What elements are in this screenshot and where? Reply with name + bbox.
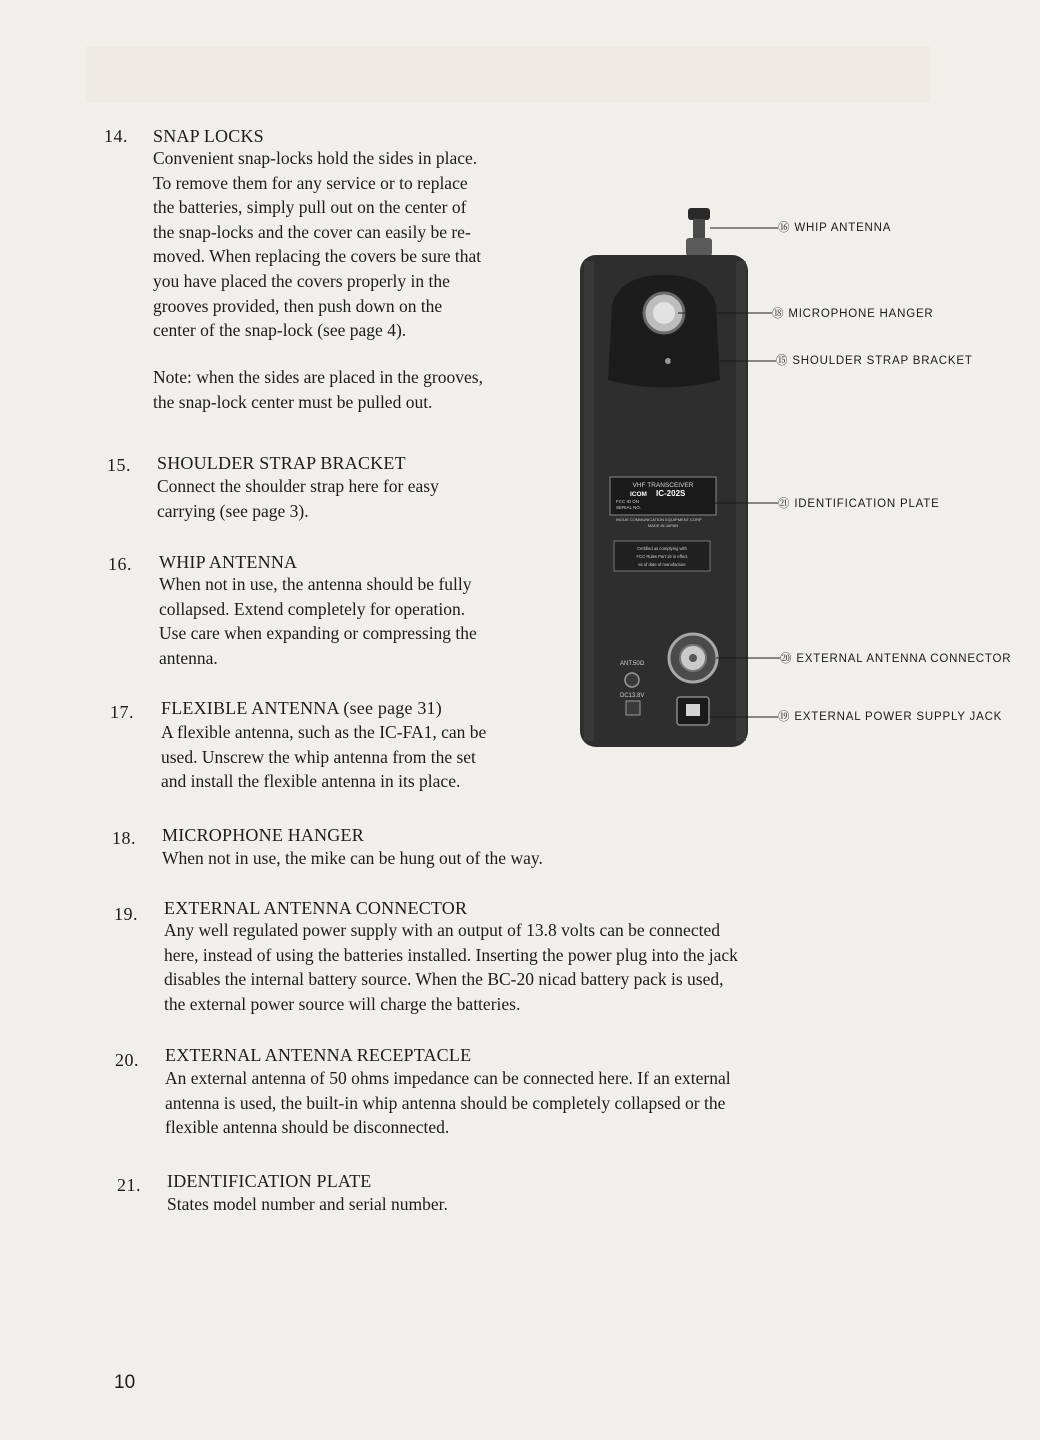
item-heading: SHOULDER STRAP BRACKET <box>157 453 406 473</box>
plate-maker: INOUE COMMUNICATION EQUIPMENT CORP <box>616 517 702 522</box>
item-heading: SNAP LOCKS <box>153 126 264 146</box>
callout-number: ⑳ <box>780 653 793 665</box>
body-line: carrying (see page 3). <box>157 500 309 521</box>
item-number: 20. <box>115 1050 139 1070</box>
plate-fcc: FCC ID ON <box>616 499 639 504</box>
item-number: 15. <box>107 455 131 475</box>
callout-number: ⑮ <box>776 355 789 367</box>
item-number: 14. <box>104 126 128 146</box>
body-line: center of the snap-lock (see page 4). <box>153 320 407 341</box>
item-body <box>162 846 642 871</box>
cert-line: Certified as complying with <box>637 546 687 551</box>
antenna-tip <box>688 208 710 220</box>
callout-whip-antenna <box>778 219 891 235</box>
body-line: Convenient snap-locks hold the sides in place. <box>153 148 478 168</box>
page-number: 10 <box>114 1372 136 1393</box>
callout-number: ⑯ <box>778 222 791 234</box>
item-body <box>164 918 870 1016</box>
antenna-shaft <box>693 219 705 239</box>
dc-panel-label: DC13.8V <box>620 693 645 699</box>
body-line: the snap-locks and the cover can easily be re- <box>153 221 471 242</box>
plate-serial: SERIAL NO. <box>616 505 642 510</box>
antenna-panel-label: ANT.50Ω <box>620 661 645 667</box>
transceiver-figure <box>560 205 1030 765</box>
item-note <box>153 365 557 414</box>
body-line: grooves provided, then push down on the <box>153 295 443 316</box>
callout-microphone-hanger <box>772 305 934 321</box>
body-line: and install the flexible antenna in its place. <box>161 771 461 792</box>
callout-text: SHOULDER STRAP BRACKET <box>792 355 973 367</box>
body-line: When not in use, the antenna should be fully <box>159 574 472 594</box>
body-line: Use care when expanding or compressing the <box>159 623 477 644</box>
cert-line: FCC Rules Part 15 in effect <box>636 554 688 559</box>
body-line: here, instead of using the batteries installed. Inserting the power plug into the jack <box>164 944 738 965</box>
body-line: Connect the shoulder strap here for easy <box>157 476 439 496</box>
callout-text: WHIP ANTENNA <box>794 222 892 234</box>
item-heading: MICROPHONE HANGER <box>162 825 364 845</box>
callout-text: EXTERNAL POWER SUPPLY JACK <box>794 711 1003 723</box>
item-body <box>157 474 561 523</box>
item-heading: IDENTIFICATION PLATE <box>167 1171 372 1191</box>
callout-shoulder-strap-bracket <box>776 352 973 368</box>
callout-identification-plate <box>778 495 940 511</box>
item-heading: EXTERNAL ANTENNA RECEPTACLE <box>165 1045 472 1065</box>
body-line: flexible antenna should be disconnected. <box>165 1117 450 1138</box>
item-heading: EXTERNAL ANTENNA CONNECTOR <box>164 898 468 918</box>
body-line: A flexible antenna, such as the IC-FA1, can be <box>161 722 487 742</box>
item-number: 21. <box>117 1175 141 1195</box>
ground-icon <box>625 673 639 687</box>
item-heading: FLEXIBLE ANTENNA (see page 31) <box>161 698 442 718</box>
callout-number: ⑱ <box>772 308 785 320</box>
body-line: An external antenna of 50 ohms impedance can be connected here. If an external <box>165 1068 731 1088</box>
callout-text: IDENTIFICATION PLATE <box>794 498 940 510</box>
item-body <box>167 1192 667 1217</box>
callout-number: ㉑ <box>778 498 791 510</box>
note-line: Note: when the sides are placed in the grooves, <box>153 367 483 387</box>
body-line: you have placed the covers properly in the <box>153 270 450 291</box>
plate-model: IC-202S <box>656 489 686 498</box>
callout-text: EXTERNAL ANTENNA CONNECTOR <box>796 653 1012 665</box>
item-body <box>161 720 565 794</box>
body-line: disables the internal battery source. When the BC-20 nicad battery pack is used, <box>164 969 724 990</box>
item-body <box>153 146 557 343</box>
antenna-base <box>686 238 712 256</box>
body-line: Any well regulated power supply with an output of 13.8 volts can be connected <box>164 920 720 940</box>
body-line: collapsed. Extend completely for operation. <box>159 598 466 619</box>
callout-text: MICROPHONE HANGER <box>788 308 934 320</box>
item-body <box>159 572 563 670</box>
body-line: antenna. <box>159 647 218 668</box>
dc-symbol-icon <box>626 701 640 715</box>
item-heading: WHIP ANTENNA <box>159 552 298 572</box>
item-number: 19. <box>114 904 138 924</box>
plate-title: VHF TRANSCEIVER <box>632 482 694 489</box>
body-line: When not in use, the mike can be hung out of the way. <box>162 848 543 868</box>
body-line: antenna is used, the built-in whip antenna should be completely collapsed or the <box>165 1092 726 1113</box>
item-number: 16. <box>108 554 132 574</box>
body-line: the external power source will charge the batteries. <box>164 993 521 1014</box>
callout-external-antenna-connector <box>780 650 1011 666</box>
callout-external-power-supply-jack <box>778 708 1002 724</box>
item-body <box>165 1066 871 1140</box>
faded-header-band <box>86 46 930 102</box>
body-line: To remove them for any service or to replace <box>153 172 468 193</box>
body-line: the batteries, simply pull out on the center of <box>153 197 467 218</box>
item-number: 17. <box>110 702 134 722</box>
plate-origin: MADE IN JAPAN <box>647 523 679 528</box>
transceiver-illustration <box>560 205 1030 765</box>
body-line: used. Unscrew the whip antenna from the set <box>161 746 476 767</box>
body-line: States model number and serial number. <box>167 1194 448 1214</box>
item-number: 18. <box>112 828 136 848</box>
plate-brand: ICOM <box>630 491 647 498</box>
callout-number: ⑲ <box>778 711 791 723</box>
note-line: the snap-lock center must be pulled out. <box>153 391 433 412</box>
cert-line: as of date of manufacture <box>638 562 686 567</box>
body-line: moved. When replacing the covers be sure that <box>153 246 482 267</box>
